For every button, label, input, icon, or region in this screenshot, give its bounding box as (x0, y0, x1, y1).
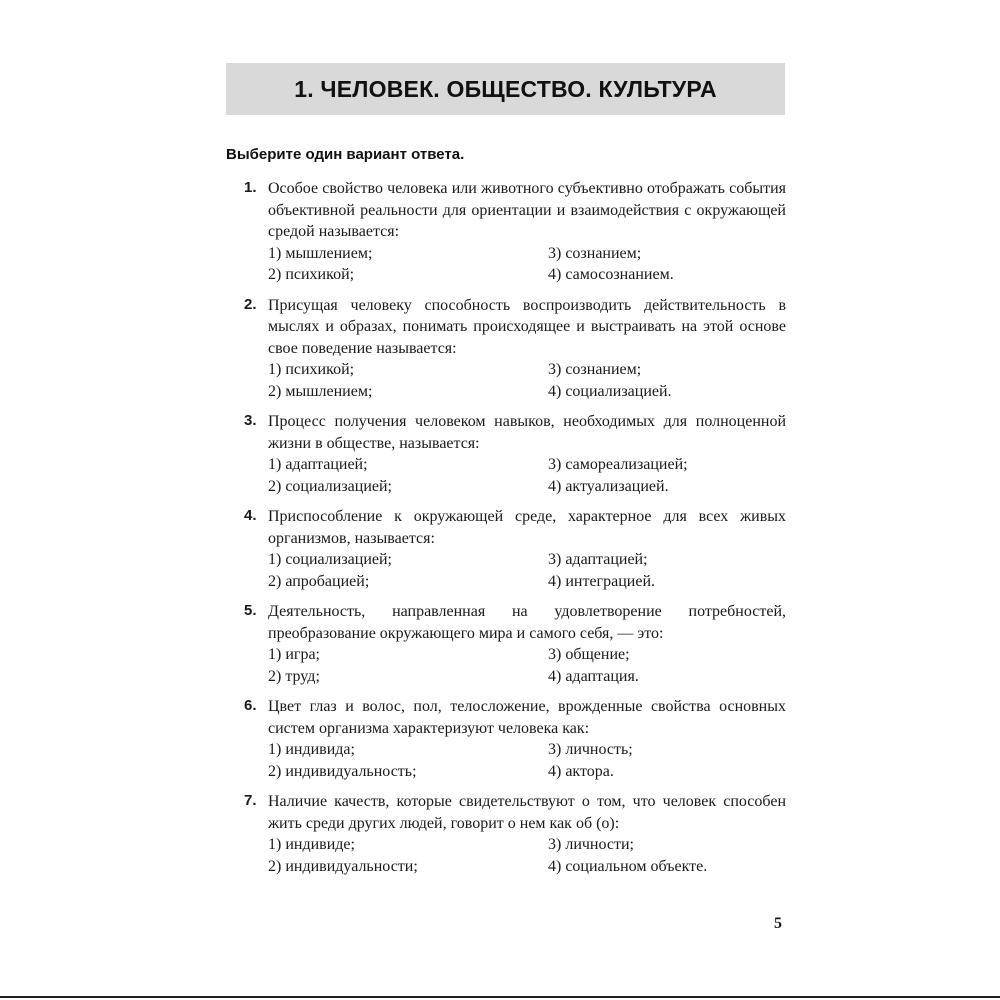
answer-option: 1) адаптацией; (268, 456, 368, 473)
answer-options (268, 834, 786, 877)
question-text: Особое свойство человека или животного субъективно отображать события объективной реальности для ориентации и взаимодействия с окружающей средой называется: (268, 180, 786, 240)
question-number: 2. (244, 295, 257, 313)
answer-options (268, 644, 786, 687)
question-text: Цвет глаз и волос, пол, телосложение, врожденные свойства основных систем организма характеризуют человека как: (268, 698, 786, 737)
question-number: 6. (244, 697, 257, 714)
answer-option: 1) индивида; (268, 741, 355, 758)
answer-option: 2) труд; (268, 667, 320, 685)
question-item (226, 791, 786, 877)
question-item (226, 601, 786, 687)
chapter-title: 1. ЧЕЛОВЕК. ОБЩЕСТВО. КУЛЬТУРА (294, 75, 717, 102)
answer-option: 3) адаптацией; (548, 551, 648, 568)
answer-option: 1) игра; (268, 646, 320, 663)
answer-options (268, 359, 786, 402)
answer-option: 2) апробацией; (268, 572, 370, 590)
question-text: Приспособление к окружающей среде, характерное для всех живых организмов, называется: (268, 508, 786, 547)
answer-option: 4) самосознанием. (548, 266, 674, 283)
page-bottom-border (0, 996, 1000, 998)
answer-option: 1) мышлением; (268, 244, 373, 262)
answer-options (268, 739, 786, 782)
answer-option: 3) сознанием; (548, 244, 642, 262)
answer-option: 1) индивиде; (268, 836, 355, 853)
question-text: Деятельность, направленная на удовлетворение потребностей, преобразование окружающего мира и самого себя, — это: (268, 603, 786, 642)
page-number: 5 (774, 915, 782, 932)
answer-option: 3) сознанием; (548, 361, 642, 378)
question-list (226, 178, 786, 886)
question-text: Присущая человеку способность воспроизводить действительность в мыслях и образах, понимать происходящее и выстраивать на этой основе свое поведение называется: (268, 296, 786, 357)
answer-option: 3) личность; (548, 741, 633, 758)
answer-option: 4) социальном объекте. (548, 857, 708, 875)
answer-option: 3) общение; (548, 646, 630, 663)
question-item (226, 506, 786, 592)
question-text: Процесс получения человеком навыков, необходимых для полноценной жизни в обществе, называется: (268, 413, 786, 452)
answer-option: 1) психикой; (268, 361, 355, 378)
answer-option: 2) мышлением; (268, 382, 373, 400)
answer-options (268, 454, 786, 497)
answer-option: 3) самореализацией; (548, 456, 688, 473)
question-item (226, 295, 786, 403)
answer-option: 1) социализацией; (268, 551, 392, 568)
answer-option: 3) личности; (548, 836, 634, 853)
answer-options (268, 243, 786, 286)
answer-option: 2) индивидуальность; (268, 762, 417, 780)
question-number: 5. (244, 602, 257, 619)
question-number: 7. (244, 792, 257, 809)
chapter-title-bar (226, 63, 785, 115)
instruction-text: Выберите один вариант ответа. (226, 146, 465, 163)
answer-option: 2) психикой; (268, 266, 355, 283)
answer-options (268, 549, 786, 592)
question-item (226, 696, 786, 782)
question-number: 4. (244, 507, 257, 524)
answer-option: 2) социализацией; (268, 477, 392, 495)
answer-option: 4) адаптация. (548, 667, 639, 685)
answer-option: 4) интеграцией. (548, 572, 655, 590)
answer-option: 4) актуализацией. (548, 477, 669, 495)
question-number: 3. (244, 412, 257, 429)
question-number: 1. (244, 179, 257, 196)
question-item (226, 411, 786, 497)
answer-option: 4) социализацией. (548, 382, 672, 400)
question-text: Наличие качеств, которые свидетельствуют о том, что человек способен жить среди других людей, говорит о нем как об (о): (268, 793, 786, 832)
answer-option: 4) актора. (548, 762, 614, 780)
answer-option: 2) индивидуальности; (268, 857, 418, 875)
question-item (226, 178, 786, 286)
